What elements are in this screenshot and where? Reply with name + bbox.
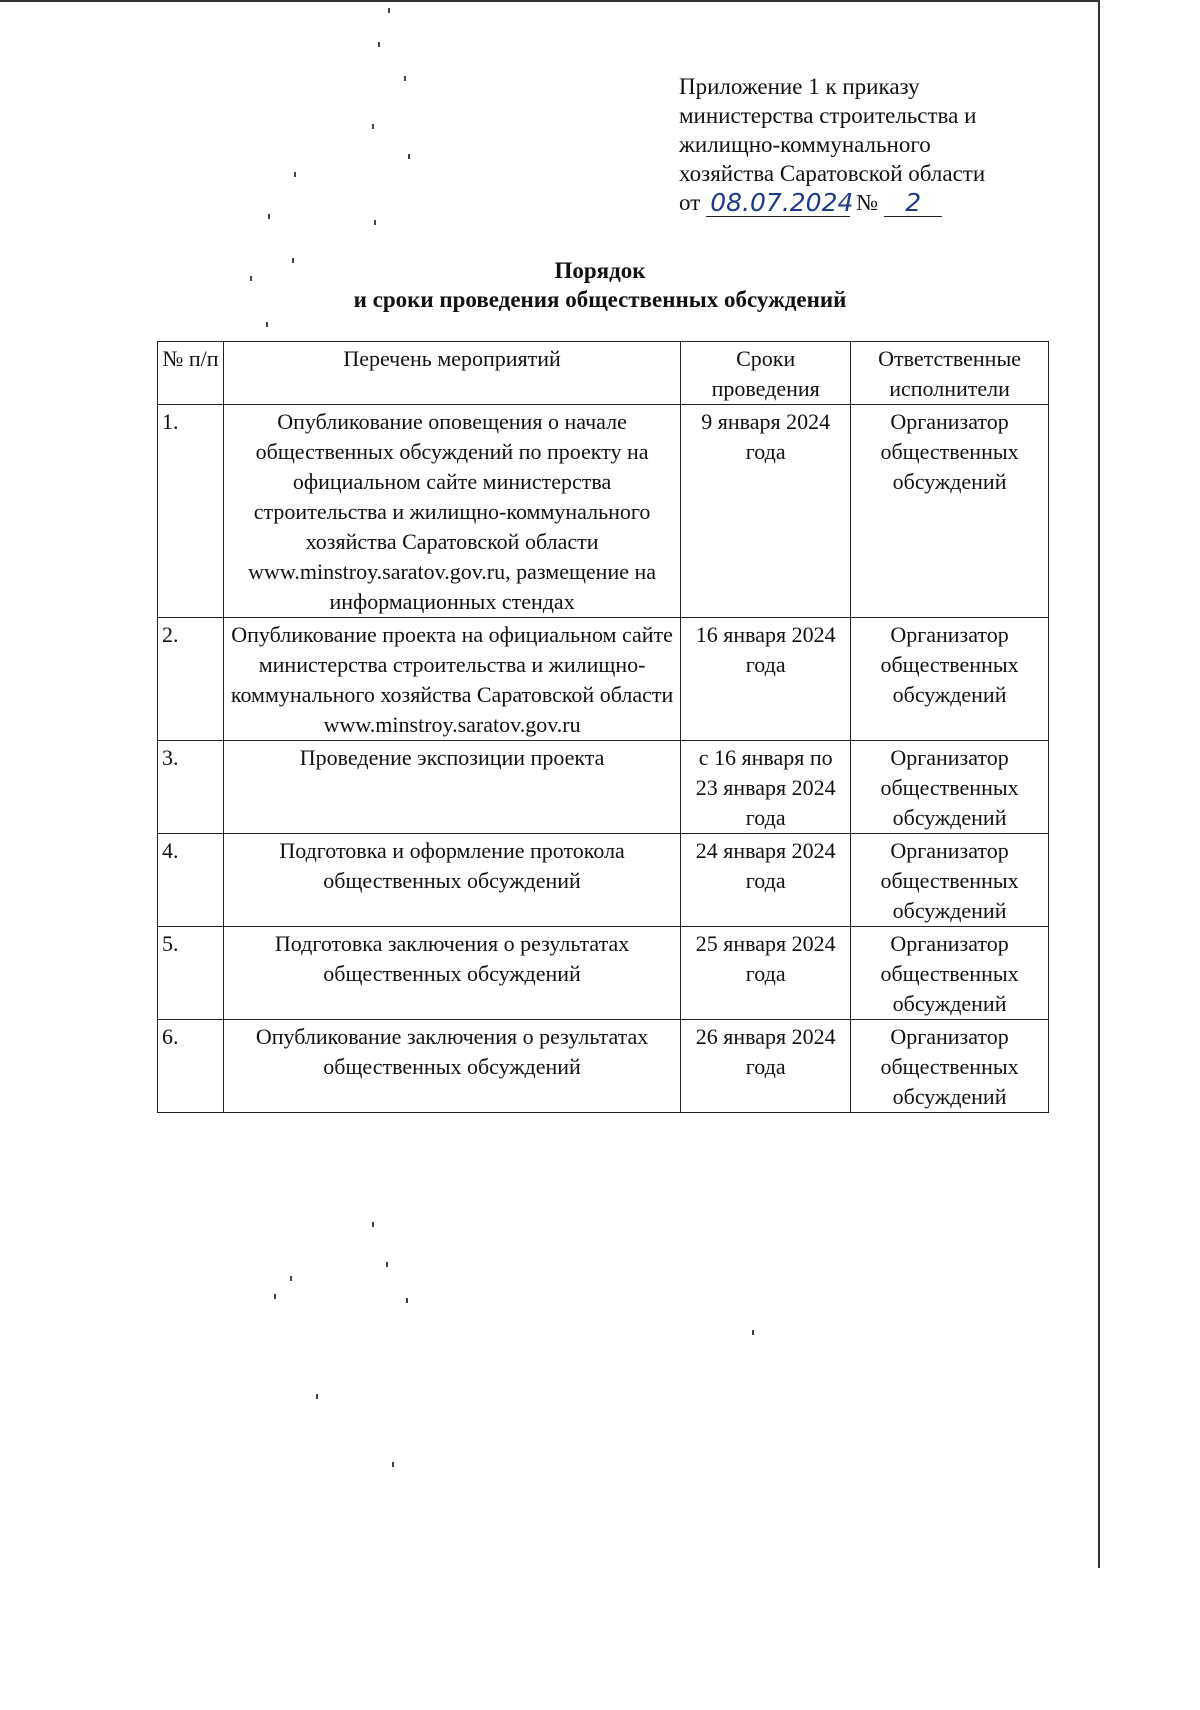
- row-num: 2.: [158, 618, 224, 741]
- row-date: 24 января 2024 года: [681, 834, 851, 927]
- row-responsible: Организатор общественных обсуждений: [851, 618, 1049, 741]
- header-date: Сроки проведения: [681, 342, 851, 405]
- table-row: [158, 618, 1049, 741]
- scan-top-edge: [0, 0, 1100, 2]
- schedule-table: [157, 341, 1049, 1113]
- row-date: 25 января 2024 года: [681, 927, 851, 1020]
- scan-speck: [752, 1330, 754, 1335]
- title-line-2: и сроки проведения общественных обсуждений: [353, 287, 847, 312]
- scan-speck: [378, 42, 380, 47]
- header-num: № п/п: [158, 342, 224, 405]
- scan-speck: [250, 276, 252, 281]
- scan-speck: [316, 1394, 318, 1399]
- row-date: 9 января 2024 года: [681, 405, 851, 618]
- scan-speck: [292, 258, 294, 263]
- row-num: 3.: [158, 741, 224, 834]
- scan-speck: [406, 1298, 408, 1303]
- number-label: №: [856, 190, 879, 215]
- from-label: от: [679, 190, 701, 215]
- row-responsible: Организатор общественных обсуждений: [851, 927, 1049, 1020]
- row-activity: Проведение экспозиции проекта: [223, 741, 680, 834]
- row-activity: Подготовка и оформление протокола общественных обсуждений: [223, 834, 680, 927]
- appendix-line-2: министерства строительства и: [679, 103, 977, 128]
- row-num: 4.: [158, 834, 224, 927]
- row-activity: Опубликование проекта на официальном сайте министерства строительства и жилищно-коммунального хозяйства Саратовской области www.minstroy.saratov.gov.ru: [223, 618, 680, 741]
- scan-speck: [374, 220, 376, 225]
- scan-speck: [372, 124, 374, 129]
- title-line-1: Порядок: [554, 258, 646, 283]
- scan-speck: [386, 1262, 388, 1267]
- scan-speck: [404, 76, 406, 81]
- row-responsible: Организатор общественных обсуждений: [851, 1020, 1049, 1113]
- table-row: [158, 405, 1049, 618]
- row-activity: Опубликование оповещения о начале общественных обсуждений по проекту на официальном сайте министерства строительства и жилищно-коммунального хозяйства Саратовской области www.minstroy.saratov.gov.ru, размещение на информационных стендах: [223, 405, 680, 618]
- scan-speck: [392, 1462, 394, 1467]
- table-row: [158, 927, 1049, 1020]
- row-num: 1.: [158, 405, 224, 618]
- scan-speck: [388, 8, 390, 13]
- appendix-line-3: жилищно-коммунального: [679, 132, 931, 157]
- table-row: [158, 1020, 1049, 1113]
- scan-right-edge: [1098, 0, 1100, 1568]
- appendix-header: [679, 72, 1079, 217]
- scan-speck: [290, 1276, 292, 1281]
- scan-speck: [294, 172, 296, 177]
- header-responsible: Ответственные исполнители: [851, 342, 1049, 405]
- row-responsible: Организатор общественных обсуждений: [851, 405, 1049, 618]
- scan-speck: [408, 154, 410, 159]
- scan-speck: [372, 1222, 374, 1227]
- handwritten-number: 2: [884, 190, 942, 217]
- row-activity: Опубликование заключения о результатах общественных обсуждений: [223, 1020, 680, 1113]
- document-title: [150, 256, 1050, 314]
- table-row: [158, 834, 1049, 927]
- row-num: 5.: [158, 927, 224, 1020]
- row-date: 16 января 2024 года: [681, 618, 851, 741]
- table-row: [158, 741, 1049, 834]
- handwritten-date: 08.07.2024: [706, 190, 850, 217]
- appendix-line-4: хозяйства Саратовской области: [679, 161, 986, 186]
- order-date-line: [679, 188, 1079, 217]
- scan-speck: [266, 322, 268, 327]
- row-responsible: Организатор общественных обсуждений: [851, 741, 1049, 834]
- row-date: 26 января 2024 года: [681, 1020, 851, 1113]
- scan-speck: [274, 1294, 276, 1299]
- row-activity: Подготовка заключения о результатах общественных обсуждений: [223, 927, 680, 1020]
- appendix-line-1: Приложение 1 к приказу: [679, 74, 920, 99]
- header-activity: Перечень мероприятий: [223, 342, 680, 405]
- row-date: с 16 января по 23 января 2024 года: [681, 741, 851, 834]
- row-responsible: Организатор общественных обсуждений: [851, 834, 1049, 927]
- table-header-row: [158, 342, 1049, 405]
- row-num: 6.: [158, 1020, 224, 1113]
- scan-speck: [268, 214, 270, 219]
